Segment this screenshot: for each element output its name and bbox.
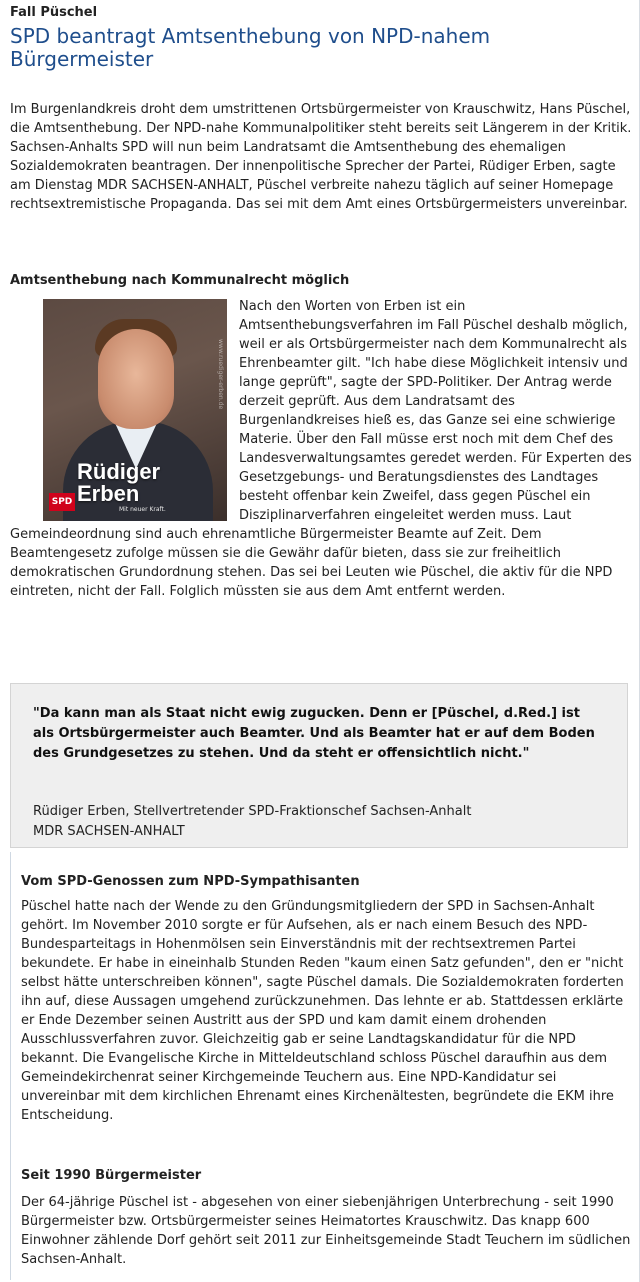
section-title-buergermeister: Seit 1990 Bürgermeister xyxy=(21,1168,202,1183)
portrait-name: Rüdiger Erben xyxy=(77,459,161,506)
section-background xyxy=(10,852,638,1280)
section-title-npd-sympathisant: Vom SPD-Genossen zum NPD-Sympathisanten xyxy=(21,874,360,889)
article-lead: Im Burgenlandkreis droht dem umstrittenen Ortsbürgermeister von Krauschwitz, Hans Püschel, die Amtsenthebung. Der NPD-nahe Kommunalpolitiker steht bereits seit Längerem in der Kritik. Sachsen-Anhalts SPD will nun beim Landratsamt die Amtsenthebung des ehemaligen Sozialdemokraten beantragen. Der innenpolitische Sprecher der Partei, Rüdiger Erben, sagte am Dienstag MDR SACHSEN-ANHALT, Püschel verbreite nahezu täglich auf seiner Homepage rechtsextremistische Propaganda. Das sei mit dem Amt eines Ortsbürgermeisters unvereinbar. xyxy=(10,102,632,212)
quote-text: "Da kann man als Staat nicht ewig zugucken. Denn er [Püschel, d.Red.] ist als Ortsbürgermeister auch Beamter. Und als Beamter hat er auf dem Boden des Grundgesetzes zu stehen. Und da steht er offensichtlich nicht." xyxy=(33,706,595,761)
section-buergermeister-text: Der 64-jährige Püschel ist - abgesehen von einer siebenjährigen Unterbrechung - seit 1990 Bürgermeister bzw. Ortsbürgermeister seines Heimatortes Krauschwitz. Das knapp 600 Einwohner zählende Dorf gehört seit 2011 zur Einheitsgemeinde Stadt Teuchern im südlichen Sachsen-Anhalt. xyxy=(21,1195,631,1267)
spd-logo: SPD xyxy=(49,493,75,511)
quote-source xyxy=(33,802,613,842)
quote-author: Rüdiger Erben, Stellvertretender SPD-Fraktionschef Sachsen-Anhalt xyxy=(33,804,472,819)
section-amtsenthebung-text: Nach den Worten von Erben ist ein Amtsenthebungsverfahren im Fall Püschel deshalb möglich, weil er als Ortsbürgermeister nach dem Kommunalrecht als Ehrenbeamter gilt. "Ich habe diese Möglichkeit intensiv und lange geprüft", sagte der SPD-Politiker. Der Antrag werde derzeit geprüft. Aus dem Landratsamt des Burgenlandkreises hieß es, das Ganze sei eine schwierige Materie. Über den Fall müsse erst noch mit dem Chef des Landesverwaltungsamtes geredet werden. Für Experten des Gesetzgebungs- und Beratungsdienstes des Landtages besteht offenbar kein Zweifel, dass gegen Püschel ein Disziplinarverfahren eingeleitet werden muss. Laut Gemeindeordnung sind auch ehrenamtliche Bürgermeister Beamte auf Zeit. Dem Beamtengesetz zufolge müssen sie die Gewähr dafür bieten, dass sie zur freiheitlich demokratischen Grundordnung stehen. Das sei bei Leuten wie Püschel, die aktiv für die NPD eintreten, nicht der Fall. Folglich müssten sie aus dem Amt entfernt werden. xyxy=(10,299,632,599)
portrait-url: www.ruediger-erben.de xyxy=(217,339,224,410)
article-kicker: Fall Püschel xyxy=(10,5,98,20)
quote-box xyxy=(10,683,628,848)
section-title-amtsenthebung: Amtsenthebung nach Kommunalrecht möglich xyxy=(10,273,350,288)
section-amtsenthebung xyxy=(10,297,632,601)
quote-outlet: MDR SACHSEN-ANHALT xyxy=(33,824,185,839)
portrait-photo xyxy=(43,299,227,521)
portrait-face xyxy=(98,329,174,429)
section-npd-sympathisant-text: Püschel hatte nach der Wende zu den Gründungsmitgliedern der SPD in Sachsen-Anhalt gehört. Im November 2010 sorgte er für Aufsehen, als er nach einem Besuch des NPD-Bundesparteitags in Hohenmölsen sein Einverständnis mit der rechtsextremen Partei bekundete. Er habe in eineinhalb Stunden Reden "kaum einen Satz gefunden", den er "nicht selbst hätte unterschreiben können", sagte Püschel damals. Die Sozialdemokraten forderten ihn auf, diese Aussagen umgehend zurückzunehmen. Das lehnte er ab. Stattdessen erklärte er Ende Dezember seinen Austritt aus der SPD und kam damit einem drohenden Ausschlussverfahren zuvor. Gleichzeitig gab er seine Landtagskandidatur für die NPD bekannt. Die Evangelische Kirche in Mitteldeutschland schloss Püschel daraufhin aus dem Gemeindekirchenrat seiner Kirchgemeinde Teuchern aus. Eine NPD-Kandidatur sei unvereinbar mit dem kirchlichen Ehrenamt eines Kirchenältesten, begründete die EKM ihre Entscheidung. xyxy=(21,899,624,1123)
article-headline: SPD beantragt Amtsenthebung von NPD-nahem Bürgermeister xyxy=(10,24,491,71)
portrait-slogan: Mit neuer Kraft. xyxy=(119,506,166,513)
